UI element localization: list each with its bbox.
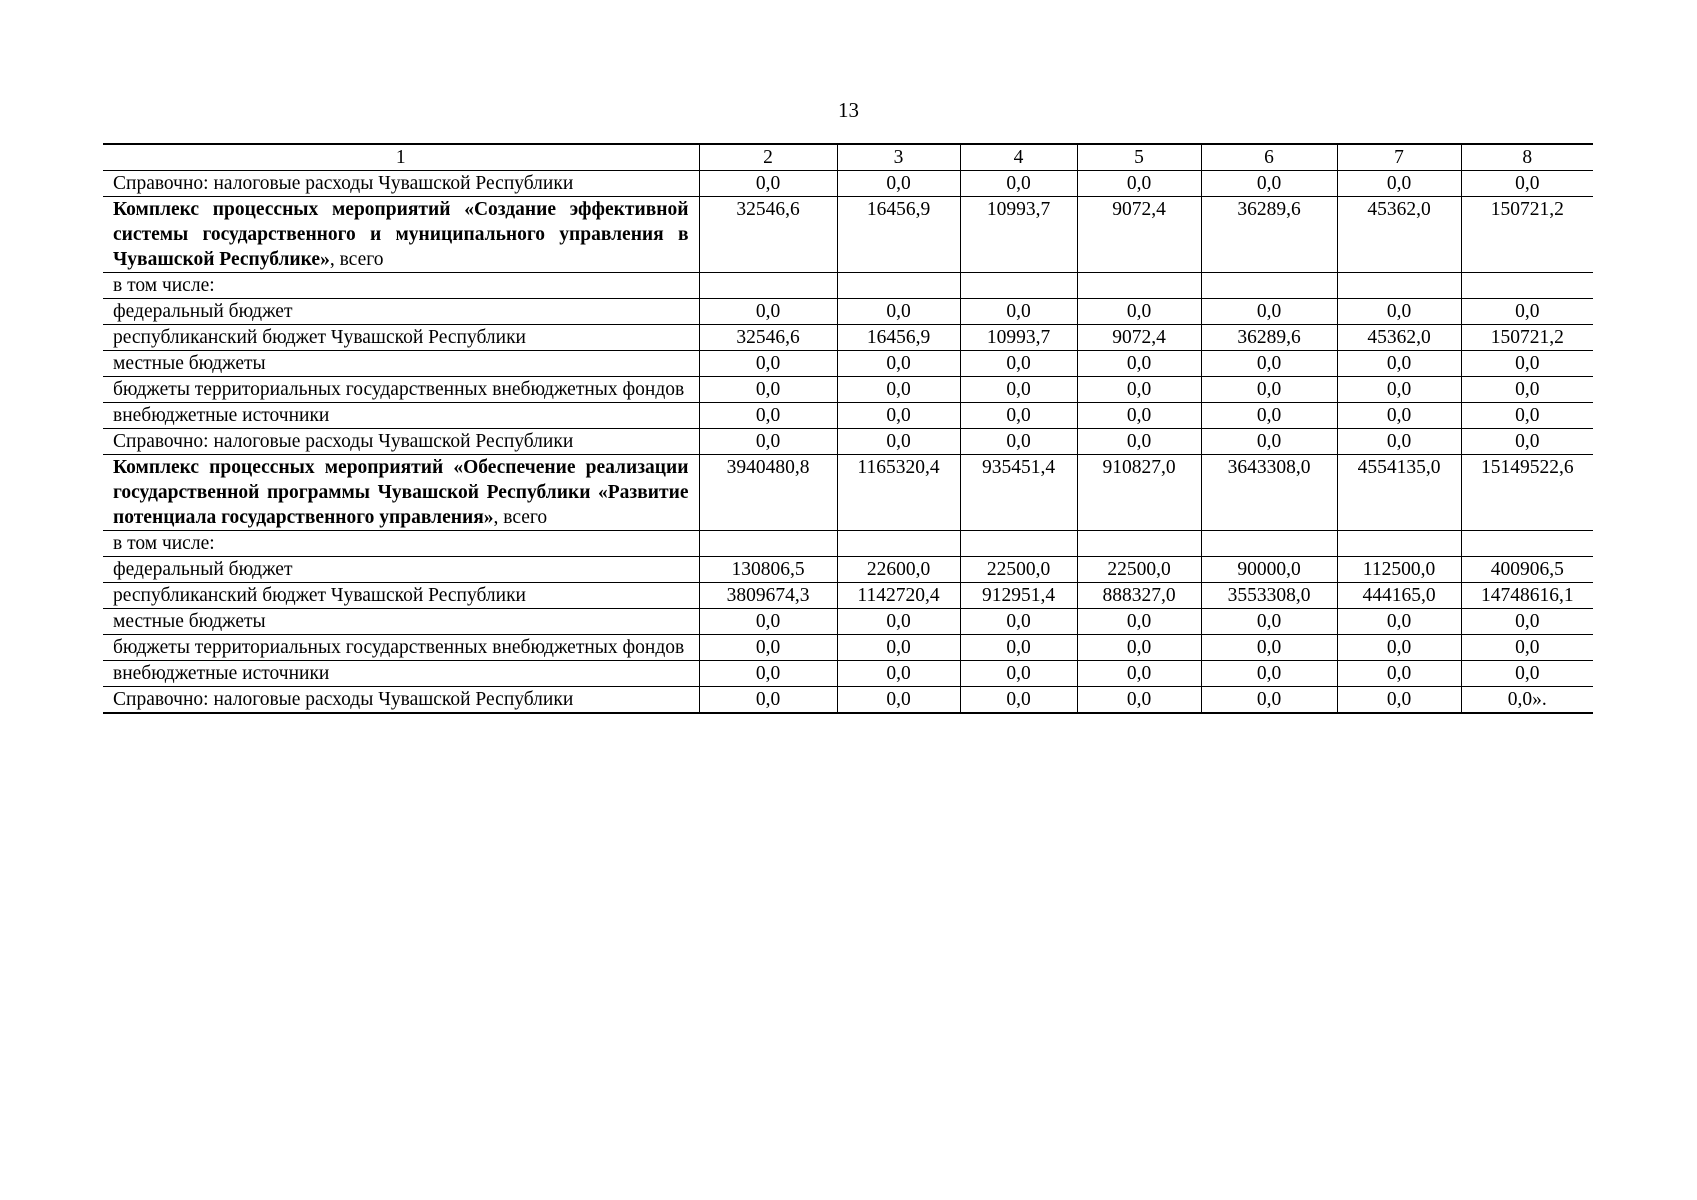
value-cell: 0,0: [699, 403, 837, 429]
value-cell: 0,0: [1461, 377, 1593, 403]
value-cell: 150721,2: [1461, 197, 1593, 273]
row-label: республиканский бюджет Чувашской Республики: [103, 583, 699, 609]
value-cell: 0,0: [1077, 351, 1201, 377]
value-cell: 0,0: [1077, 403, 1201, 429]
value-cell: [1077, 531, 1201, 557]
table-row: [103, 325, 1593, 351]
value-cell: 0,0: [960, 403, 1077, 429]
value-cell: 0,0: [1201, 171, 1337, 197]
value-cell: 3553308,0: [1201, 583, 1337, 609]
row-label: внебюджетные источники: [103, 661, 699, 687]
value-cell: 0,0: [699, 299, 837, 325]
value-cell: 36289,6: [1201, 325, 1337, 351]
value-cell: 9072,4: [1077, 325, 1201, 351]
row-label: Справочно: налоговые расходы Чувашской Республики: [103, 687, 699, 714]
value-cell: 0,0: [960, 171, 1077, 197]
header-cell: 5: [1077, 144, 1201, 171]
value-cell: 0,0: [699, 687, 837, 714]
value-cell: 0,0: [1077, 299, 1201, 325]
value-cell: 0,0: [837, 351, 960, 377]
value-cell: 0,0: [1337, 635, 1461, 661]
value-cell: [1077, 273, 1201, 299]
value-cell: 36289,6: [1201, 197, 1337, 273]
value-cell: 45362,0: [1337, 197, 1461, 273]
row-label-suffix: , всего: [493, 507, 548, 528]
row-label: федеральный бюджет: [103, 557, 699, 583]
value-cell: 0,0: [1201, 687, 1337, 714]
value-cell: 0,0: [837, 635, 960, 661]
value-cell: 0,0: [1201, 377, 1337, 403]
value-cell: 0,0: [1077, 661, 1201, 687]
value-cell: 0,0: [960, 377, 1077, 403]
value-cell: 0,0: [1077, 609, 1201, 635]
table-row: [103, 661, 1593, 687]
value-cell: 0,0: [837, 429, 960, 455]
table-row: [103, 299, 1593, 325]
value-cell: [1337, 273, 1461, 299]
row-label-bold: Комплекс процессных мероприятий «Обеспечение реализации государственной программы Чувашской Республики «Развитие потенциала государственного управления»: [113, 457, 689, 528]
value-cell: 0,0: [1461, 403, 1593, 429]
value-cell: 0,0: [960, 687, 1077, 714]
value-cell: 0,0: [1337, 687, 1461, 714]
row-label: Справочно: налоговые расходы Чувашской Республики: [103, 429, 699, 455]
table-header-row: [103, 144, 1593, 171]
row-label: местные бюджеты: [103, 609, 699, 635]
value-cell: 1142720,4: [837, 583, 960, 609]
value-cell: [960, 531, 1077, 557]
value-cell: 16456,9: [837, 197, 960, 273]
value-cell: 0,0: [960, 661, 1077, 687]
value-cell: 4554135,0: [1337, 455, 1461, 531]
table-row: [103, 197, 1593, 273]
table-row: [103, 455, 1593, 531]
header-cell: 8: [1461, 144, 1593, 171]
table-row: [103, 583, 1593, 609]
value-cell: 0,0: [699, 609, 837, 635]
budget-table: [103, 143, 1593, 714]
value-cell: 0,0: [1461, 661, 1593, 687]
header-cell: 3: [837, 144, 960, 171]
value-cell: 0,0: [1461, 635, 1593, 661]
value-cell: 3940480,8: [699, 455, 837, 531]
value-cell: 1165320,4: [837, 455, 960, 531]
value-cell: 0,0: [1461, 299, 1593, 325]
value-cell: 22500,0: [1077, 557, 1201, 583]
value-cell: 150721,2: [1461, 325, 1593, 351]
value-cell: 0,0: [1461, 171, 1593, 197]
value-cell: 9072,4: [1077, 197, 1201, 273]
value-cell: [1461, 273, 1593, 299]
value-cell: 16456,9: [837, 325, 960, 351]
value-cell: 0,0: [960, 299, 1077, 325]
value-cell: 0,0: [960, 635, 1077, 661]
value-cell: 0,0: [699, 171, 837, 197]
header-cell: 6: [1201, 144, 1337, 171]
value-cell: 0,0: [699, 429, 837, 455]
value-cell: 0,0: [1201, 351, 1337, 377]
value-cell: 0,0: [1201, 429, 1337, 455]
value-cell: 0,0: [1337, 299, 1461, 325]
value-cell: 10993,7: [960, 325, 1077, 351]
value-cell: 45362,0: [1337, 325, 1461, 351]
value-cell: [699, 273, 837, 299]
row-label: [103, 455, 699, 531]
row-label: бюджеты территориальных государственных внебюджетных фондов: [103, 635, 699, 661]
value-cell: 0,0: [837, 403, 960, 429]
header-cell: 4: [960, 144, 1077, 171]
value-cell: 0,0: [1201, 609, 1337, 635]
budget-table-body: [103, 144, 1593, 713]
row-label: в том числе:: [103, 273, 699, 299]
value-cell: 400906,5: [1461, 557, 1593, 583]
value-cell: [837, 273, 960, 299]
table-row: [103, 377, 1593, 403]
value-cell: 0,0: [1077, 429, 1201, 455]
value-cell: 0,0: [837, 661, 960, 687]
value-cell: [837, 531, 960, 557]
value-cell: 935451,4: [960, 455, 1077, 531]
row-label: бюджеты территориальных государственных внебюджетных фондов: [103, 377, 699, 403]
row-label: в том числе:: [103, 531, 699, 557]
value-cell: 0,0: [1461, 429, 1593, 455]
row-label: Справочно: налоговые расходы Чувашской Республики: [103, 171, 699, 197]
value-cell: 0,0».: [1461, 687, 1593, 714]
table-row: [103, 429, 1593, 455]
table-row: [103, 171, 1593, 197]
value-cell: 0,0: [1337, 609, 1461, 635]
value-cell: 32546,6: [699, 325, 837, 351]
value-cell: 0,0: [1077, 171, 1201, 197]
value-cell: 0,0: [1077, 635, 1201, 661]
value-cell: 0,0: [1461, 351, 1593, 377]
value-cell: 0,0: [837, 687, 960, 714]
table-row: [103, 351, 1593, 377]
value-cell: [1201, 273, 1337, 299]
value-cell: 0,0: [1337, 377, 1461, 403]
value-cell: 0,0: [1461, 609, 1593, 635]
value-cell: 0,0: [699, 377, 837, 403]
value-cell: 0,0: [699, 351, 837, 377]
value-cell: 0,0: [1077, 377, 1201, 403]
value-cell: 0,0: [1077, 687, 1201, 714]
value-cell: 3809674,3: [699, 583, 837, 609]
value-cell: 0,0: [960, 609, 1077, 635]
header-cell: 7: [1337, 144, 1461, 171]
table-row: [103, 557, 1593, 583]
value-cell: 888327,0: [1077, 583, 1201, 609]
value-cell: 0,0: [1337, 403, 1461, 429]
value-cell: 130806,5: [699, 557, 837, 583]
row-label: федеральный бюджет: [103, 299, 699, 325]
value-cell: 0,0: [960, 429, 1077, 455]
value-cell: 22500,0: [960, 557, 1077, 583]
value-cell: 0,0: [837, 609, 960, 635]
table-row: [103, 273, 1593, 299]
table-row: [103, 635, 1593, 661]
value-cell: [1201, 531, 1337, 557]
page-number: 13: [838, 98, 859, 122]
value-cell: 0,0: [699, 635, 837, 661]
row-label: внебюджетные источники: [103, 403, 699, 429]
table-row: [103, 403, 1593, 429]
value-cell: 444165,0: [1337, 583, 1461, 609]
value-cell: 0,0: [699, 661, 837, 687]
row-label-suffix: , всего: [329, 249, 384, 270]
value-cell: 15149522,6: [1461, 455, 1593, 531]
value-cell: 32546,6: [699, 197, 837, 273]
value-cell: 90000,0: [1201, 557, 1337, 583]
value-cell: [699, 531, 837, 557]
value-cell: [960, 273, 1077, 299]
value-cell: [1337, 531, 1461, 557]
table-row: [103, 531, 1593, 557]
value-cell: 0,0: [1337, 351, 1461, 377]
row-label: республиканский бюджет Чувашской Республики: [103, 325, 699, 351]
value-cell: 22600,0: [837, 557, 960, 583]
value-cell: [1461, 531, 1593, 557]
value-cell: 0,0: [837, 171, 960, 197]
value-cell: 10993,7: [960, 197, 1077, 273]
header-cell: 1: [103, 144, 699, 171]
value-cell: 0,0: [1337, 171, 1461, 197]
value-cell: 3643308,0: [1201, 455, 1337, 531]
value-cell: 0,0: [837, 377, 960, 403]
header-cell: 2: [699, 144, 837, 171]
value-cell: 112500,0: [1337, 557, 1461, 583]
value-cell: 0,0: [837, 299, 960, 325]
value-cell: 0,0: [1337, 429, 1461, 455]
value-cell: 0,0: [1337, 661, 1461, 687]
value-cell: 0,0: [1201, 299, 1337, 325]
row-label: [103, 197, 699, 273]
row-label-bold: Комплекс процессных мероприятий «Создание эффективной системы государственного и муниципального управления в Чувашской Республике»: [113, 199, 689, 270]
table-row: [103, 687, 1593, 714]
value-cell: 910827,0: [1077, 455, 1201, 531]
value-cell: 912951,4: [960, 583, 1077, 609]
row-label: местные бюджеты: [103, 351, 699, 377]
value-cell: 0,0: [1201, 403, 1337, 429]
value-cell: 14748616,1: [1461, 583, 1593, 609]
value-cell: 0,0: [1201, 635, 1337, 661]
table-row: [103, 609, 1593, 635]
value-cell: 0,0: [1201, 661, 1337, 687]
value-cell: 0,0: [960, 351, 1077, 377]
